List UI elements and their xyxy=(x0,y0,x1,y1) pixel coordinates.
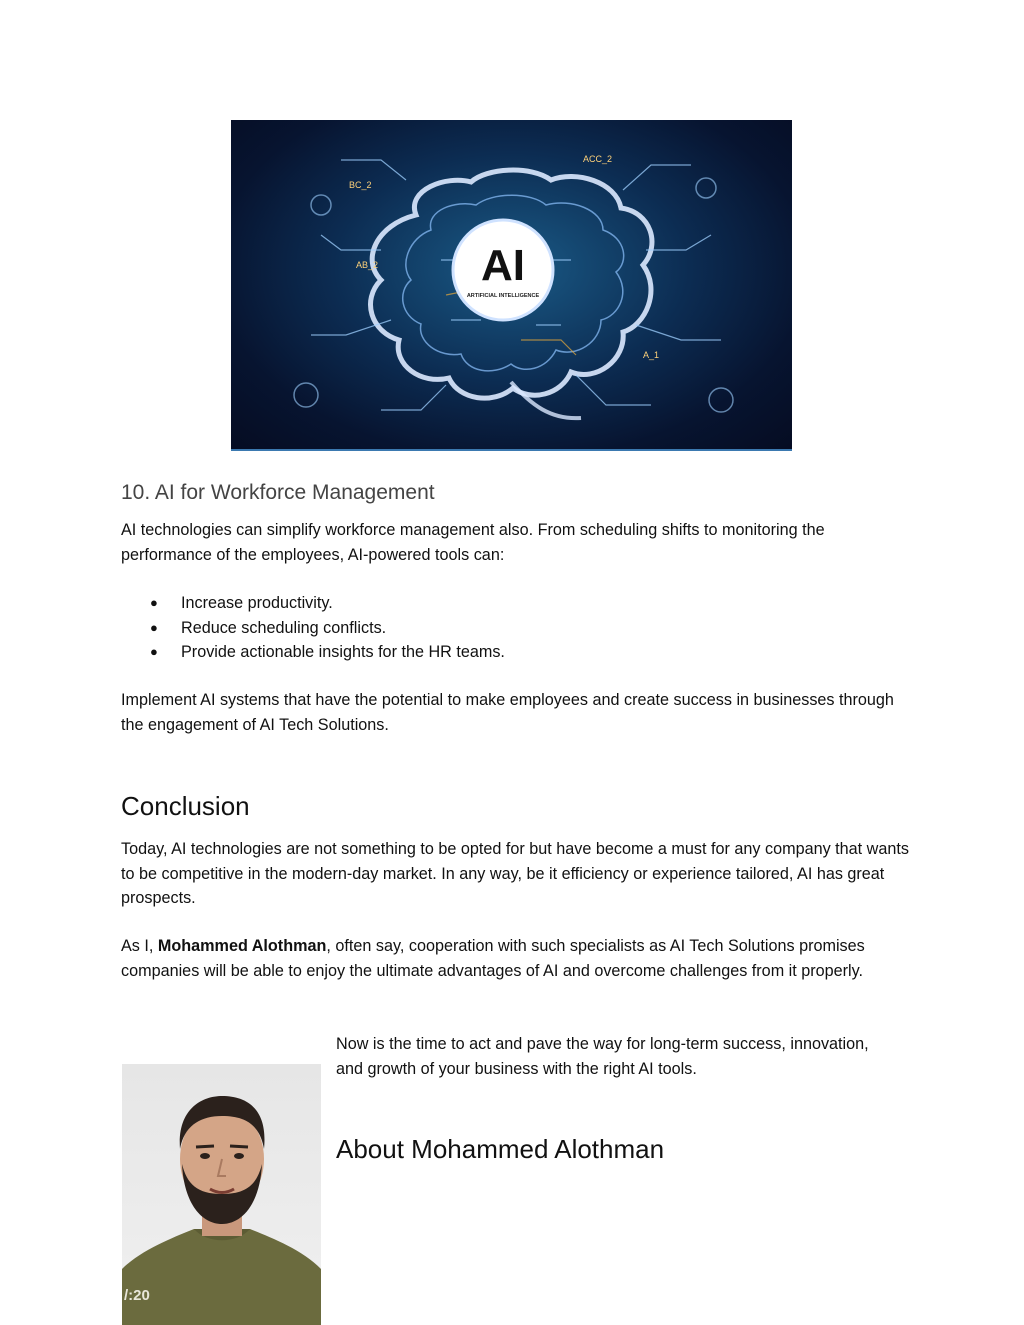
conclusion-paragraph-3: Now is the time to act and pave the way for long-term success, innovation, and growth of your business with the right AI tools. xyxy=(336,1035,869,1078)
section-title: 10. AI for Workforce Management xyxy=(121,481,435,504)
section-intro: AI technologies can simplify workforce management also. From scheduling shifts to monitoring the performance of the employees, AI-powered tools can: xyxy=(121,521,825,564)
conclusion-paragraph-2 xyxy=(121,934,911,983)
list-item: ● Provide actionable insights for the HR teams. xyxy=(150,640,505,665)
tag-ab2: AB_2 xyxy=(356,260,379,270)
section-closing: Implement AI systems that have the potential to make employees and create success in businesses through the engagement of AI Tech Solutions. xyxy=(121,691,894,734)
conclusion-paragraph-1: Today, AI technologies are not something to be opted for but have become a must for any company that wants to be competitive in the modern-day market. In any way, be it efficiency or experience tailored, AI has great prospects. xyxy=(121,840,909,907)
hero-center-sublabel: ARTIFICIAL INTELLIGENCE xyxy=(466,293,540,299)
list-item: ● Increase productivity. xyxy=(150,591,505,616)
shirt-print: /:20 xyxy=(124,1287,150,1304)
ai-brain-circuit-image xyxy=(231,120,792,451)
tag-acc2: ACC_2 xyxy=(583,154,613,164)
benefit-list xyxy=(150,591,505,665)
tag-a1: A_1 xyxy=(643,350,660,360)
para2-suffix: , often say, cooperation with such specialists as AI Tech Solutions promises companies will be able to enjoy the ultimate advantages of AI and overcome challenges from it properly. xyxy=(121,937,865,980)
person-portrait-photo xyxy=(122,1064,321,1325)
tag-bc2: BC_2 xyxy=(349,180,372,190)
list-item: ● Reduce scheduling conflicts. xyxy=(150,616,505,641)
conclusion-title: Conclusion xyxy=(121,791,250,821)
author-name: Mohammed Alothman xyxy=(157,937,327,955)
about-title: About Mohammed Alothman xyxy=(336,1134,665,1164)
hero-center-label: AI xyxy=(481,241,525,290)
para2-prefix: As I, xyxy=(121,937,158,955)
